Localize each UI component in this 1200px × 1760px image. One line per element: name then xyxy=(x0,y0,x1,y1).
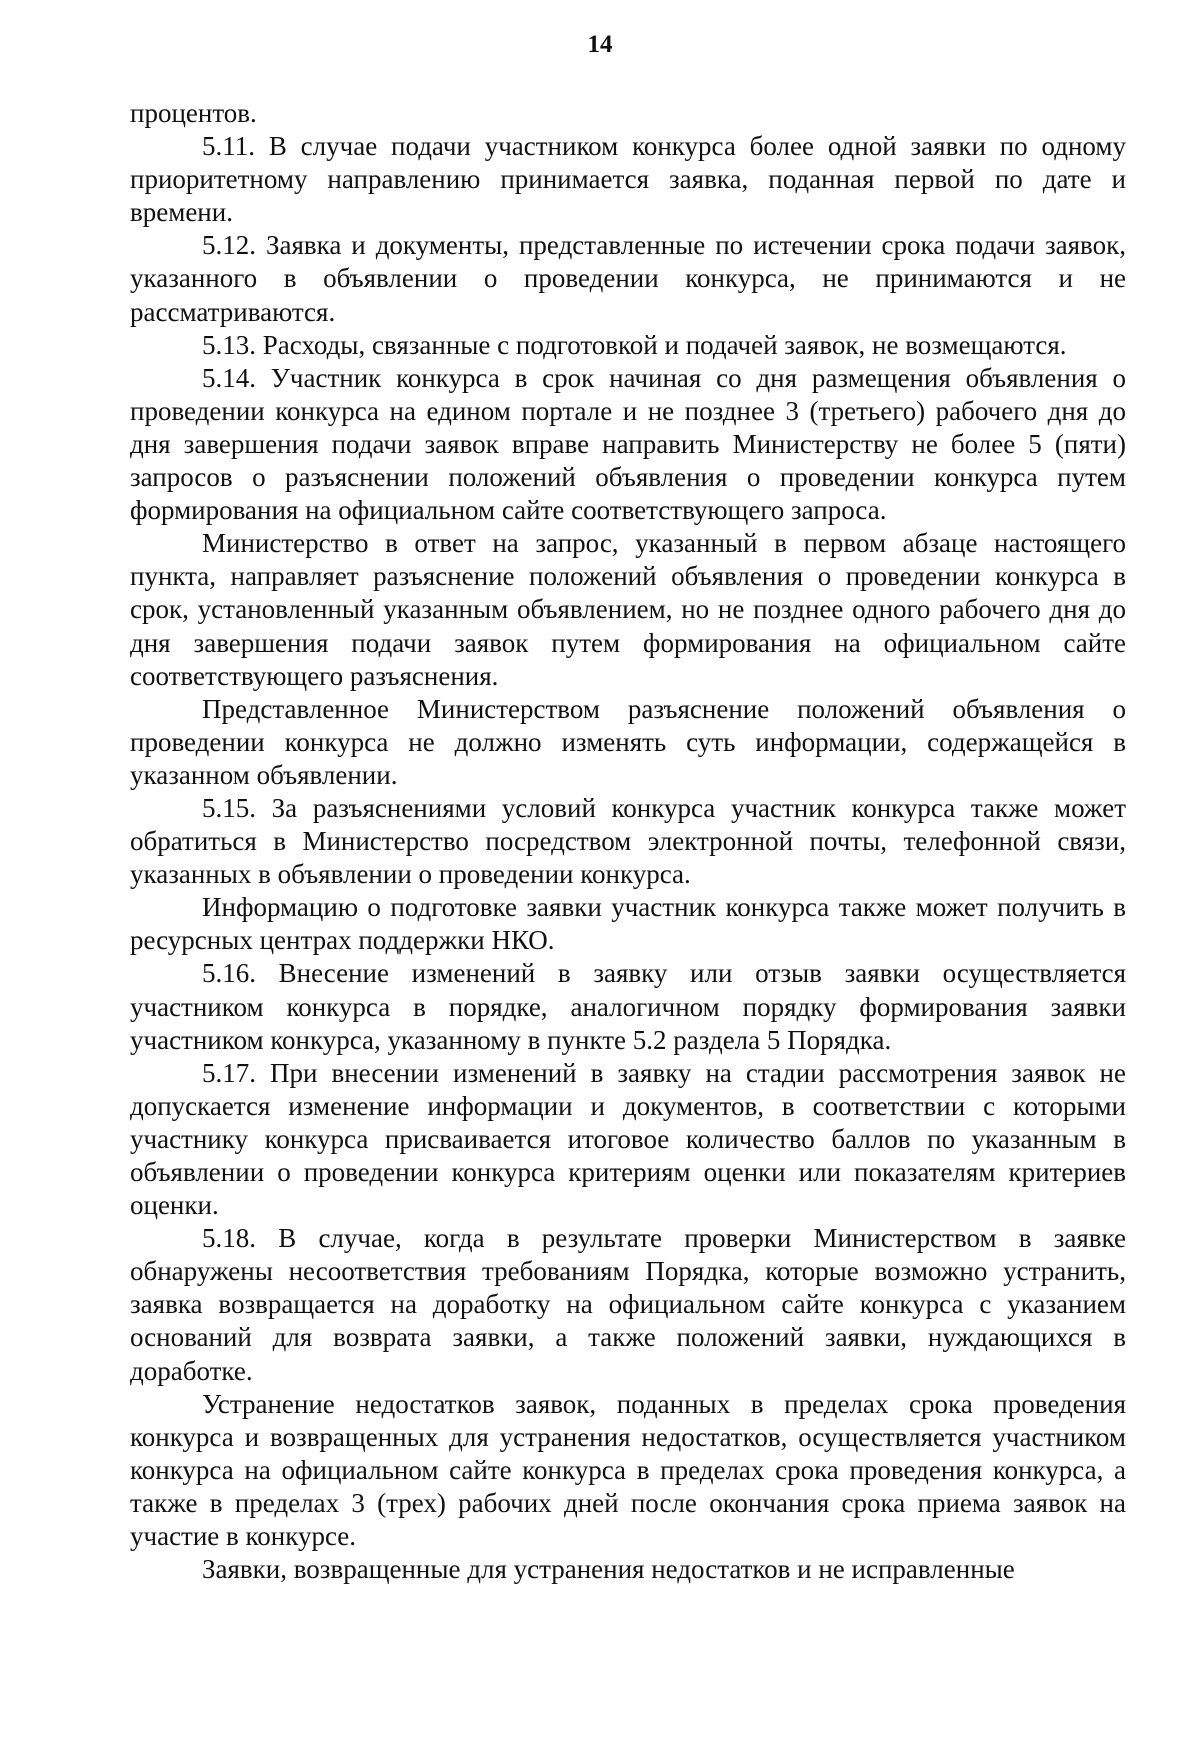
paragraph-5-18: 5.18. В случае, когда в результате проверки Министерством в заявке обнаружены несоответствия требованиям Порядка, которые возможно устранить, заявка возвращается на доработку на официальном сайте конкурса с указанием оснований для возврата заявки, а также положений заявки, нуждающихся в доработке. xyxy=(130,1223,1126,1386)
paragraph-5-15: 5.15. За разъяснениями условий конкурса участник конкурса также может обратиться в Министерство посредством электронной почты, телефонной связи, указанных в объявлении о проведении конкурса. xyxy=(130,792,1126,890)
paragraph-5-17: 5.17. При внесении изменений в заявку на стадии рассмотрения заявок не допускается изменение информации и документов, в соответствии с которыми участнику конкурса присваивается итоговое количество баллов по указанным в объявлении о проведении конкурса критериям оценки или показателям критериев оценки. xyxy=(130,1057,1126,1221)
paragraph-5-14-clarification: Представленное Министерством разъяснение положений объявления о проведении конкурса не должно изменять суть информации, содержащейся в указанном объявлении. xyxy=(130,693,1126,790)
paragraph-5-14: 5.14. Участник конкурса в срок начиная со дня размещения объявления о проведении конкурса на едином портале и не позднее 3 (третьего) рабочего дня до дня завершения подачи заявок вправе направить Министерству не более 5 (пяти) запросов о разъяснении положений объявления о проведении конкурса путем формирования на официальном сайте соответствующего запроса. xyxy=(130,362,1126,526)
paragraph-5-12: 5.12. Заявка и документы, представленные по истечении срока подачи заявок, указанного в объявлении о проведении конкурса, не принимаются и не рассматриваются. xyxy=(130,230,1126,327)
paragraph-5-14-response: Министерство в ответ на запрос, указанный в первом абзаце настоящего пункта, направляет разъяснение положений объявления о проведении конкурса в срок, установленный указанным объявлением, но не позднее одного рабочего дня до дня завершения подачи заявок путем формирования на официальном сайте соответствующего разъяснения. xyxy=(130,528,1126,691)
paragraph-1: процентов. xyxy=(130,98,257,128)
paragraph-5-18-returned: Заявки, возвращенные для устранения недостатков и не исправленные xyxy=(202,1554,1015,1585)
page-number: 14 xyxy=(587,31,613,58)
paragraph-5-15-info: Информацию о подготовке заявки участник конкурса также может получить в ресурсных центрах поддержки НКО. xyxy=(130,892,1126,956)
paragraph-5-16: 5.16. Внесение изменений в заявку или отзыв заявки осуществляется участником конкурса в порядке, аналогичном порядку формирования заявки участником конкурса, указанному в пункте 5.2 раздела 5 Порядка. xyxy=(130,958,1126,1055)
paragraph-5-13: 5.13. Расходы, связанные с подготовкой и подачей заявок, не возмещаются. xyxy=(202,329,1067,360)
paragraph-5-18-elimination: Устранение недостатков заявок, поданных в пределах срока проведения конкурса и возвращенных для устранения недостатков, осуществляется участником конкурса на официальном сайте конкурса в пределах срока проведения конкурса, а также в пределах 3 (трех) рабочих дней после окончания срока приема заявок на участие в конкурсе. xyxy=(130,1388,1126,1552)
document-body xyxy=(130,97,1126,1586)
paragraph-5-11: 5.11. В случае подачи участником конкурса более одной заявки по одному приоритетному направлению принимается заявка, поданная первой по дате и времени. xyxy=(130,131,1126,228)
